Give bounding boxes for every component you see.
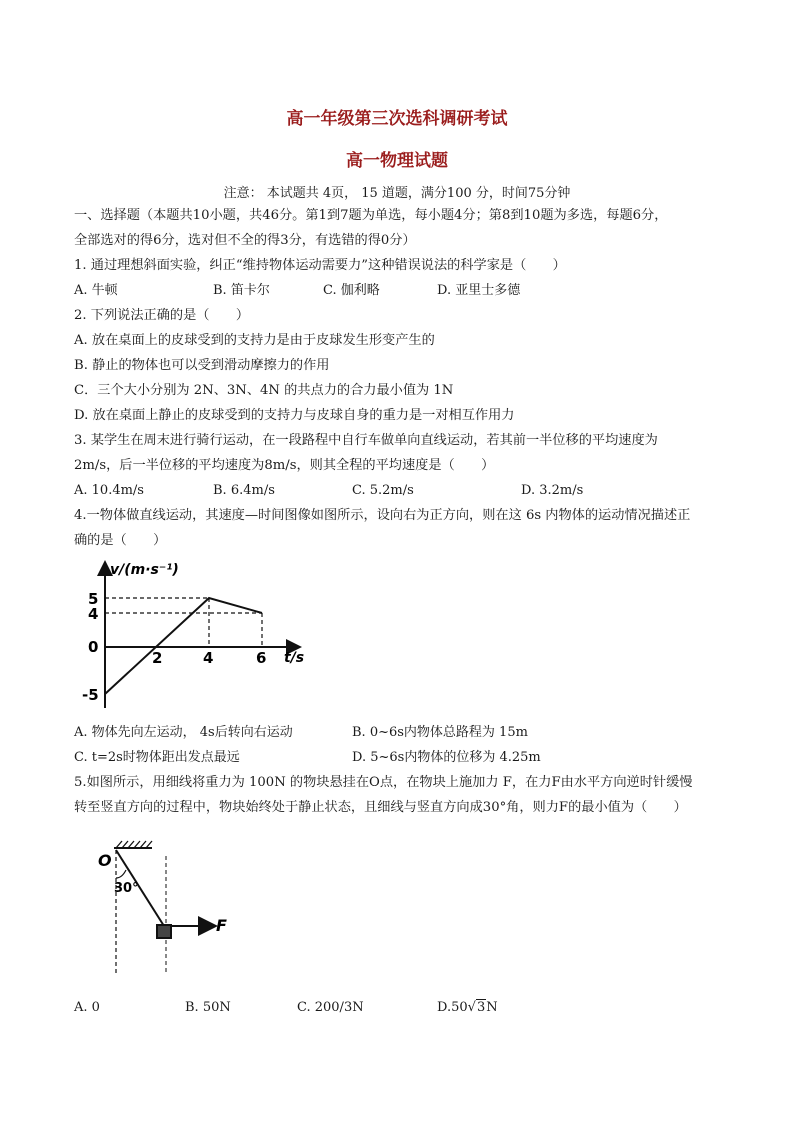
angle-label: 30° xyxy=(114,881,139,896)
question-4-stem-line2: 确的是（ ） xyxy=(74,533,167,548)
graph-origin-label: 0 xyxy=(88,638,99,656)
question-1-option-c: C. 伽利略 xyxy=(323,283,380,298)
question-3-option-a: A. 10.4m/s xyxy=(74,483,144,498)
question-4-option-b: B. 0~6s内物体总路程为 15m xyxy=(352,725,528,740)
graph-x-tick-6: 6 xyxy=(256,649,267,667)
question-5-option-d-prefix: D.50 xyxy=(437,1000,468,1015)
question-5-option-b: B. 50N xyxy=(185,1000,231,1015)
question-5-option-c: C. 200/3N xyxy=(297,1000,364,1015)
question-5-option-d-radicand: 3 xyxy=(476,1000,486,1015)
question-3-stem-line1: 3. 某学生在周末进行骑行运动，在一段路程中自行车做单向直线运动，若其前一半位移的平均速度为 xyxy=(74,433,658,448)
exam-title: 高一年级第三次选科调研考试 xyxy=(286,109,508,129)
question-4-option-a: A. 物体先向左运动， 4s后转向右运动 xyxy=(74,725,293,740)
question-5-stem-line1: 5.如图所示，用细线将重力为 100N 的物块悬挂在O点，在物块上施加力 F，在力F由水平方向逆时针缓慢 xyxy=(74,775,693,790)
graph-y-label: v/(m·s⁻¹) xyxy=(110,562,179,578)
hanging-block-figure xyxy=(80,838,260,978)
question-2-option-a: A. 放在桌面上的皮球受到的支持力是由于皮球发生形变产生的 xyxy=(74,333,435,348)
force-label: F xyxy=(216,916,227,935)
question-4-stem-line1: 4.一物体做直线运动，其速度—时间图像如图所示，设向右为正方向，则在这 6s 内物体的运动情况描述正 xyxy=(74,508,691,523)
question-1-option-d: D. 亚里士多德 xyxy=(437,283,521,298)
section-instructions-line1: 一、选择题（本题共10小题，共46分。第1到7题为单选，每小题4分；第8到10题为多选，每题6分， xyxy=(74,208,668,223)
question-5-stem-line2: 转至竖直方向的过程中，物块始终处于静止状态，且细线与竖直方向成30°角，则力F的最小值为（ ） xyxy=(74,800,687,815)
graph-y-tick-4: 4 xyxy=(88,605,99,623)
question-3-stem-line2: 2m/s，后一半位移的平均速度为8m/s，则其全程的平均速度是（ ） xyxy=(74,458,495,473)
question-1-option-a: A. 牛顿 xyxy=(74,283,118,298)
graph-y-tick-neg5: -5 xyxy=(82,686,99,704)
sqrt-sign: √ xyxy=(467,1000,476,1015)
question-3-option-b: B. 6.4m/s xyxy=(213,483,275,498)
section-instructions-line2: 全部选对的得6分，选对但不全的得3分，有选错的得0分） xyxy=(74,233,416,248)
block xyxy=(157,925,171,938)
velocity-time-graph xyxy=(72,558,312,718)
question-5-option-d xyxy=(437,1000,498,1016)
question-4-option-d: D. 5~6s内物体的位移为 4.25m xyxy=(352,750,541,765)
question-1-stem: 1. 通过理想斜面实验，纠正“维持物体运动需要力”这种错误说法的科学家是（ ） xyxy=(74,258,566,273)
question-3-option-d: D. 3.2m/s xyxy=(521,483,584,498)
question-5-option-d-unit: N xyxy=(486,1000,498,1015)
question-5-option-a: A. 0 xyxy=(74,1000,100,1015)
graph-x-label: t/s xyxy=(284,650,305,666)
question-2-option-b: B. 静止的物体也可以受到滑动摩擦力的作用 xyxy=(74,358,330,373)
question-3-option-c: C. 5.2m/s xyxy=(352,483,414,498)
exam-subtitle: 高一物理试题 xyxy=(346,151,448,171)
ceiling-hatch xyxy=(116,841,152,848)
exam-notice: 注意： 本试题共 4页， 15 道题，满分100 分，时间75分钟 xyxy=(223,186,571,201)
angle-arc xyxy=(116,870,126,878)
question-4-option-c: C. t=2s时物体距出发点最远 xyxy=(74,750,240,765)
question-1-option-b: B. 笛卡尔 xyxy=(213,283,270,298)
graph-y-tick-5: 5 xyxy=(88,590,99,608)
question-2-stem: 2. 下列说法正确的是（ ） xyxy=(74,308,250,323)
question-2-option-d: D. 放在桌面上静止的皮球受到的支持力与皮球自身的重力是一对相互作用力 xyxy=(74,408,515,423)
question-2-option-c: C．三个大小分别为 2N、3N、4N 的共点力的合力最小值为 1N xyxy=(74,383,454,398)
graph-x-tick-4: 4 xyxy=(203,649,214,667)
point-o-label: O xyxy=(98,851,112,870)
graph-x-tick-2: 2 xyxy=(152,649,163,667)
